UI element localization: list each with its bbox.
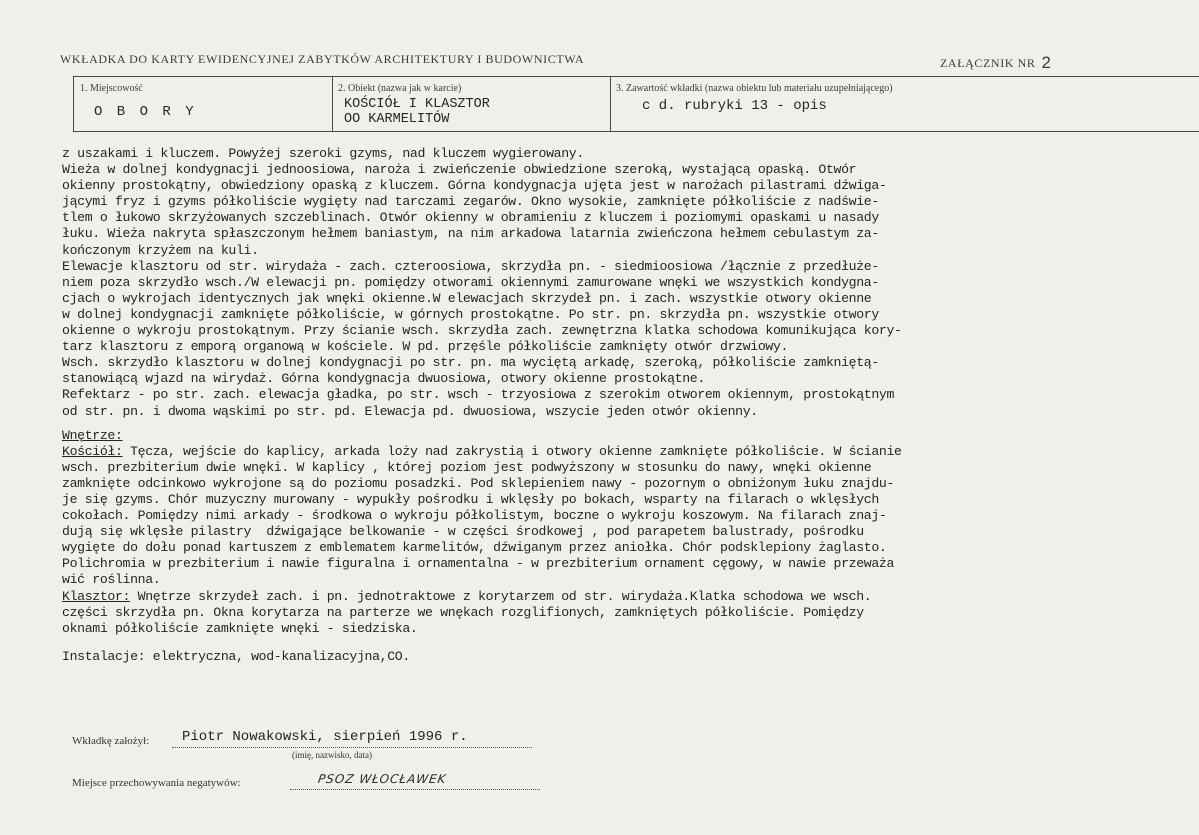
storage-label: Miejsce przechowywania negatywów:: [72, 777, 241, 789]
section-heading-interior: [62, 428, 1192, 444]
spacer: [62, 637, 1192, 649]
body-line: łuku. Wieża nakryta spłaszczonym hełmem baniastym, na nim arkadowa latarnia zwieńczona hełmem cebulastym za-: [62, 226, 879, 242]
body-line: okienny prostokątny, obwiedziony opaską z kluczem. Górna kondygnacja ujęta jest w narożach pilastrami dźwiga-: [62, 178, 887, 194]
body-line: oknami półkoliście zamknięte wnęki - siedziska.: [62, 620, 418, 636]
field-divider: [332, 77, 333, 131]
body-line: Polichromia w prezbiterium i nawie figuralna i ornamentalna - w prezbiterium ornament cęgowy, w nawie przeważa: [62, 556, 895, 572]
kosciol-line: Tęcza, wejście do kaplicy, arkada loży nad zakrystią i otwory okienne zamknięte półkoliście. W ścianie: [122, 443, 902, 459]
field1-value: O B O R Y: [94, 104, 197, 120]
body-line: je się gzyms. Chór muzyczny murowany - wypukły pośrodku i wklęsły po bokach, wsparty na filarach o wklęsłych: [62, 491, 879, 507]
body-line: [62, 444, 1192, 460]
wnetrze-heading: Wnętrze:: [62, 427, 123, 443]
installations-line: Instalacje: elektryczna, wod-kanalizacyjna,CO.: [62, 648, 410, 664]
field3-value: c d. rubryki 13 - opis: [642, 98, 827, 114]
body-line: niem poza skrzydło wsch./W elewacji pn. pomiędzy otworami okiennymi zamurowane wnęki we wszystkich kondygna-: [62, 274, 879, 290]
attachment-number: 2: [1041, 53, 1052, 72]
form-title: WKŁADKA DO KARTY EWIDENCYJNEJ ZABYTKÓW ARCHITEKTURY I BUDOWNICTWA: [60, 52, 585, 66]
attachment-label-text: ZAŁĄCZNIK NR: [940, 56, 1036, 70]
author-value: Piotr Nowakowski, sierpień 1996 r.: [182, 729, 468, 745]
body-line: dują się wklęsłe pilastry dźwigające belkowanie - w części środkowej , pod parapetem balustrady, pośrodku: [62, 524, 864, 540]
author-label: Wkładkę założył:: [72, 735, 150, 747]
body-line: w dolnej kondygnacji zamknięte półkoliście, w górnych prostokątne. Po str. pn. skrzydła pn. wszystkie otwory: [62, 306, 879, 322]
body-line: okienne o wykroju prostokątnym. Przy ścianie wsch. skrzydła zach. zewnętrzna klatka schodowa komunikująca kory-: [62, 323, 902, 339]
body-line: z uszakami i kluczem. Powyżej szeroki gzyms, nad kluczem wygierowany.: [62, 146, 584, 161]
klasztor-heading: Klasztor:: [62, 588, 131, 604]
field1-label: 1. Miejscowość: [80, 83, 143, 94]
field2-value-line2: OO KARMELITÓW: [344, 112, 450, 127]
body-line: zamknięte odcinkowo wykrojone są do poziomu posadzki. Pod sklepieniem nawy - pozornym o obniżonym łuku znajdu-: [62, 475, 895, 491]
body-line: stanowiącą wjazd na wirydaż. Górna kondygnacja dwuosiowa, otwory okienne prostokątne.: [62, 371, 705, 387]
body-line: [62, 589, 1192, 605]
body-line: jącymi fryz i gzyms półkoliście wygięty nad tarczami zegarów. Okno wysokie, zamknięte półkoliście z nadświe-: [62, 194, 879, 210]
body-line: cjach o wykrojach identycznych jak wnęki okienne.W elewacjach skrzydeł pn. i zach. wszystkie otwory okienne: [62, 290, 872, 306]
storage-dotted-line: [290, 789, 540, 790]
description-body: [62, 146, 1192, 665]
body-line: tlem o łukowo skrzyżowanych szczeblinach. Otwór okienny w obramieniu z kluczem i poziomymi opaskami u nasady: [62, 210, 879, 226]
storage-value: PSOZ WŁOCŁAWEK: [317, 772, 448, 786]
body-line: kończonym krzyżem na kuli.: [62, 242, 259, 258]
body-line: wsch. prezbiterium dwie wnęki. W kaplicy , której poziom jest podwyższony w stosunku do nawy, wnęki okienne: [62, 459, 872, 475]
kosciol-heading: Kościół:: [62, 443, 123, 459]
body-line: Wsch. skrzydło klasztoru w dolnej kondygnacji po str. pn. ma wyciętą arkadę, szeroką, półkoliście zamkniętą-: [62, 355, 879, 371]
body-line: Refektarz - po str. zach. elewacja gładka, po str. wsch - trzyosiowa z szerokim otworem okiennym, prostokątnym: [62, 387, 895, 403]
body-line: cokołach. Pomiędzy nimi arkady - środkowa o wykroju półkolistym, boczne o wykroju koszowym. Na filarach znaj-: [62, 508, 887, 524]
field2-label: 2. Obiekt (nazwa jak w karcie): [338, 83, 462, 94]
field-divider: [610, 77, 611, 131]
field2-value-line1: KOŚCIÓŁ I KLASZTOR: [344, 97, 490, 112]
spacer: [62, 420, 1192, 428]
header-fields-box: [73, 76, 1199, 132]
klasztor-line: Wnętrze skrzydeł zach. i pn. jednotraktowe z korytarzem od str. wirydaża.Klatka schodowa we wsch.: [130, 588, 872, 604]
attachment-label: [940, 52, 1052, 72]
author-hint: (imię, nazwisko, data): [292, 750, 372, 760]
field3-label: 3. Zawartość wkładki (nazwa obiektu lub materiału uzupełniającego): [616, 83, 893, 94]
body-line: Elewacje klasztoru od str. wirydaża - zach. czteroosiowa, skrzydła pn. - siedmioosiowa /łącznie z przedłuże-: [62, 258, 879, 274]
body-line: wygięte do dołu ponad kartuszem z emblematem karmelitów, dźwiganym przez aniołka. Chór podsklepiony żaglasto.: [62, 540, 887, 556]
body-line: części skrzydła pn. Okna korytarza na parterze we wnękach rozglifionych, zamkniętych półkoliście. Pomiędzy: [62, 604, 864, 620]
body-line: Wieża w dolnej kondygnacji jednoosiowa, naroża i zwieńczenie obwiedzione szeroką, wystającą opaską. Otwór: [62, 162, 857, 178]
body-line: wić roślinna.: [62, 572, 161, 588]
body-line: tarz klasztoru z emporą organową w kościele. W pd. przęśle półkoliście zamknięty otwór drzwiowy.: [62, 339, 789, 355]
author-dotted-line: [172, 747, 532, 748]
body-line: od str. pn. i dwoma wąskimi po str. pd. Elewacja pd. dwuosiowa, wszycie jeden otwór okienny.: [62, 403, 758, 419]
